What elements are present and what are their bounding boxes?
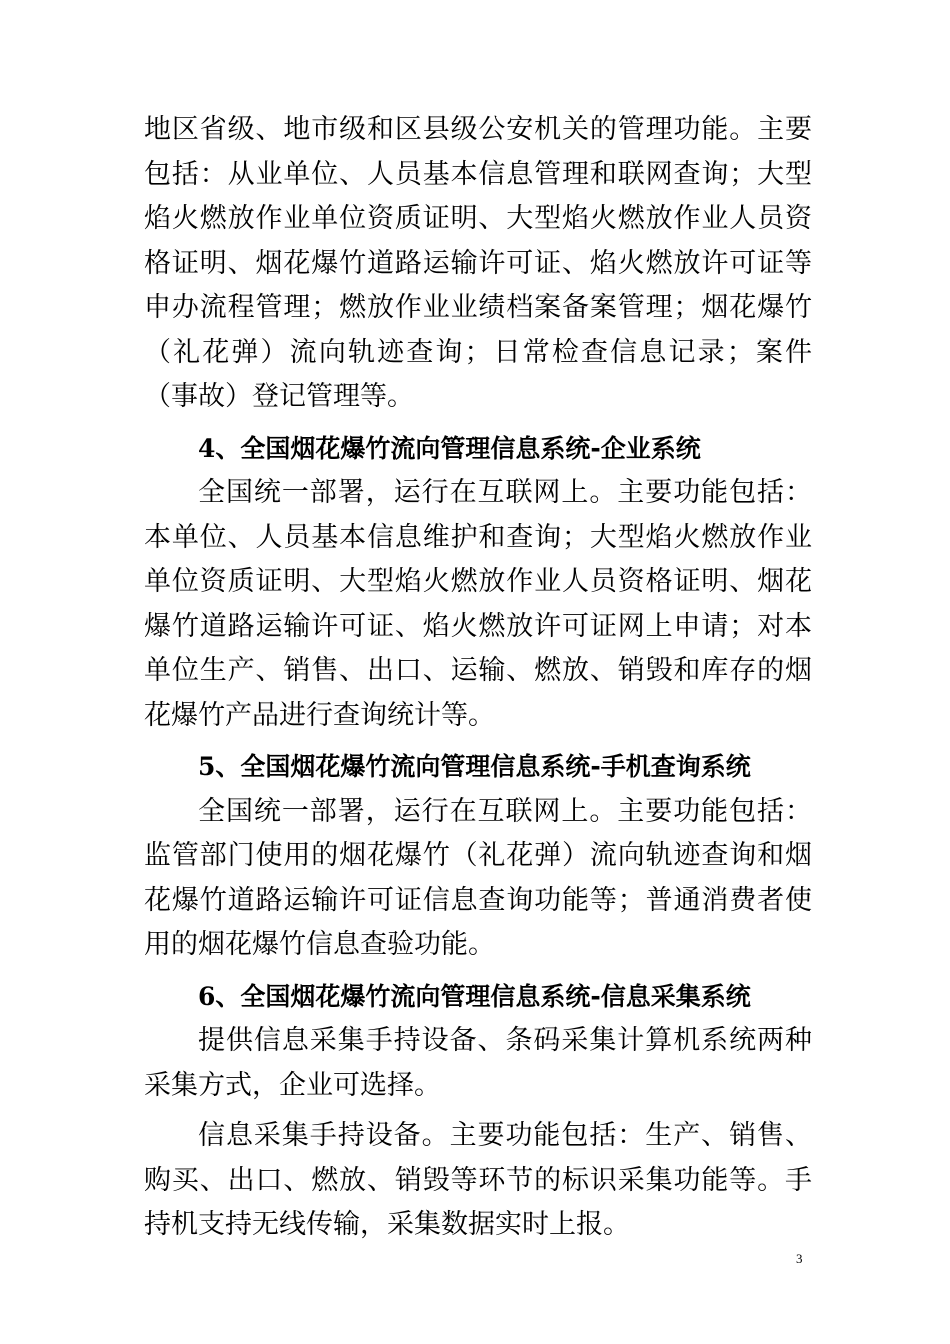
section-heading-6-title: 全国烟花爆竹流向管理信息系统-信息采集系统 xyxy=(240,981,751,1011)
body-paragraph-3: 全国统一部署，运行在互联网上。主要功能包括：监管部门使用的烟花爆竹（礼花弹）流向轨迹查询和烟花爆竹道路运输许可证信息查询功能等；普通消费者使用的烟花爆竹信息查验功能。 xyxy=(144,795,812,960)
section-heading-4-number: 4、 xyxy=(198,433,241,463)
section-heading-5-title: 全国烟花爆竹流向管理信息系统-手机查询系统 xyxy=(240,752,751,781)
section-heading-4-title: 全国烟花爆竹流向管理信息系统-企业系统 xyxy=(240,433,701,463)
section-heading-6 xyxy=(144,975,812,1020)
body-paragraph-5: 信息采集手持设备。主要功能包括：生产、销售、购买、出口、燃放、销毁等环节的标识采集功能等。手持机支持无线传输，采集数据实时上报。 xyxy=(144,1120,812,1240)
page-number: 3 xyxy=(796,1251,803,1266)
section-heading-4 xyxy=(144,427,812,472)
section-heading-6-number: 6、 xyxy=(198,981,241,1011)
document-body xyxy=(144,108,812,1248)
body-paragraph-2: 全国统一部署，运行在互联网上。主要功能包括：本单位、人员基本信息维护和查询；大型焰火燃放作业单位资质证明、大型焰火燃放作业人员资格证明、烟花爆竹道路运输许可证、焰火燃放许可证网上申请；对本单位生产、销售、出口、运输、燃放、销毁和库存的烟花爆竹产品进行查询统计等。 xyxy=(144,477,812,731)
body-paragraph-4: 提供信息采集手持设备、条码采集计算机系统两种采集方式，企业可选择。 xyxy=(144,1025,812,1101)
section-heading-5-number: 5、 xyxy=(198,752,241,781)
body-paragraph-1: 地区省级、地市级和区县级公安机关的管理功能。主要包括：从业单位、人员基本信息管理和联网查询；大型焰火燃放作业单位资质证明、大型焰火燃放作业人员资格证明、烟花爆竹道路运输许可证、焰火燃放许可证等申办流程管理；燃放作业业绩档案备案管理；烟花爆竹（礼花弹）流向轨迹查询；日常检查信息记录；案件（事故）登记管理等。 xyxy=(144,114,812,412)
section-heading-5 xyxy=(144,745,812,790)
